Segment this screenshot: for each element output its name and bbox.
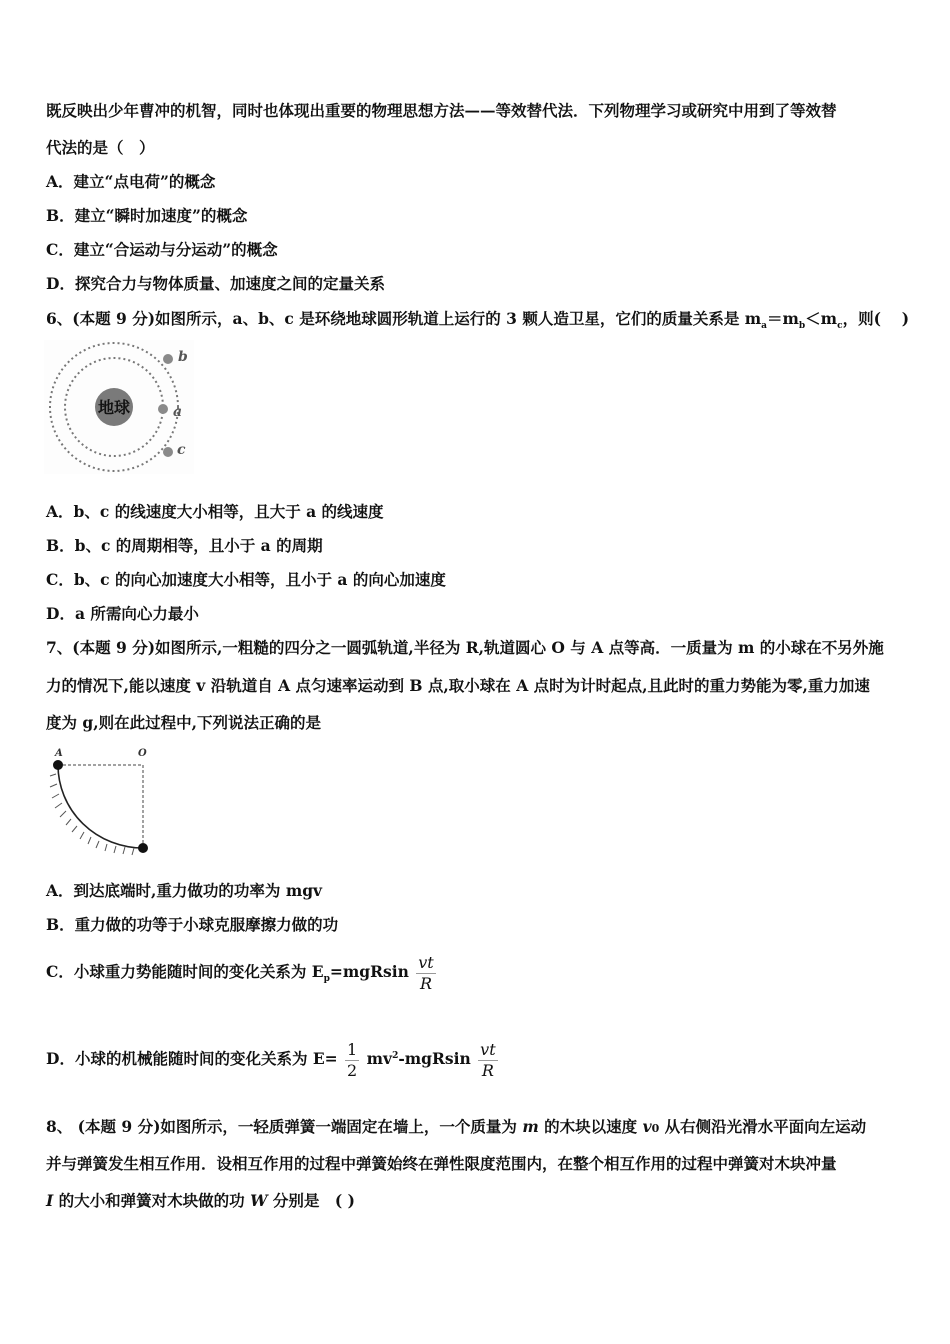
track-hatching — [50, 774, 134, 855]
satellite-a — [158, 404, 168, 414]
q6-stem: 6、(本题 9 分)如图所示，a、b、c 是环绕地球圆形轨道上运行的 3 颗人造卫星，它们的质量关系是 $m_a=m_b<m_c$，则( ) — [46, 309, 910, 332]
q5-option-d: D．探究合力与物体质量、加速度之间的定量关系 — [46, 274, 385, 293]
q8-stem-line2: 并与弹簧发生相互作用．设相互作用的过程中弹簧始终在弹性限度范围内，在整个相互作用的过程中弹簧对木块冲量 — [46, 1154, 837, 1173]
fraction-vt-over-r: $\frac{vt}{R}$ — [418, 952, 434, 993]
satellite-c — [163, 447, 173, 457]
q5-option-c: C．建立“合运动与分运动”的概念 — [46, 240, 278, 259]
ball-at-b — [138, 843, 148, 853]
q5-option-a: A．建立“点电荷”的概念 — [46, 172, 216, 191]
q8-stem-line3: I 的大小和弹簧对木块做的功 W 分别是 ( ) — [46, 1191, 355, 1210]
ball-at-a — [53, 760, 63, 770]
fraction-one-half: $\frac{1}{2}$ — [347, 1039, 358, 1080]
q7-option-d: D．小球的机械能随时间的变化关系为 E= $\frac{1}{2}$ $mv^2$-mgRsin $\frac{vt}{R}$ — [46, 1039, 496, 1080]
q7-option-b: B．重力做的功等于小球克服摩擦力做的功 — [46, 915, 339, 934]
q8-stem-line1: 8、 (本题 9 分)如图所示，一轻质弹簧一端固定在墙上，一个质量为 m 的木块以速度 v0 从右侧沿光滑水平面向左运动 — [46, 1117, 867, 1136]
q6-option-a: A．b、c 的线速度大小相等，且大于 a 的线速度 — [46, 502, 384, 521]
point-o-label: O — [138, 748, 147, 759]
point-a-label: A — [55, 748, 63, 759]
satellite-b-label: b — [178, 349, 188, 365]
satellite-c-label: c — [177, 442, 186, 458]
q6-option-d: D．a 所需向心力最小 — [46, 604, 199, 623]
satellite-a-label: a — [173, 404, 183, 420]
q7-arc-track-figure — [44, 744, 156, 860]
q6-option-c: C．b、c 的向心加速度大小相等，且小于 a 的向心加速度 — [46, 570, 446, 589]
fraction-vt-over-r-2: $\frac{vt}{R}$ — [480, 1039, 496, 1080]
earth-label: 地球 — [97, 398, 131, 417]
satellite-b — [163, 354, 173, 364]
arc-track — [58, 765, 143, 848]
q7-option-a: A．到达底端时,重力做功的功率为 mgv — [46, 881, 323, 900]
q6-option-b: B．b、c 的周期相等，且小于 a 的周期 — [46, 536, 323, 555]
q5-option-b: B．建立“瞬时加速度”的概念 — [46, 206, 248, 225]
q7-option-c: C．小球重力势能随时间的变化关系为 $E_p=mgRsin$ $\frac{vt}{R}$ — [46, 952, 434, 993]
q5-stem-line1: 既反映出少年曹冲的机智，同时也体现出重要的物理思想方法——等效替代法．下列物理学习或研究中用到了等效替 — [46, 101, 837, 120]
q6-orbit-figure — [44, 340, 194, 474]
q7-stem-line2: 力的情况下,能以速度 v 沿轨道自 A 点匀速率运动到 B 点,取小球在 A 点时为计时起点,且此时的重力势能为零,重力加速 — [46, 676, 870, 695]
q7-stem-line3: 度为 g,则在此过程中,下列说法正确的是 — [46, 713, 322, 732]
q7-stem-line1: 7、(本题 9 分)如图所示,一粗糙的四分之一圆弧轨道,半径为 R,轨道圆心 O 与 A 点等高．一质量为 m 的小球在不另外施 — [46, 638, 884, 657]
q5-stem-line2: 代法的是（ ） — [46, 138, 155, 157]
